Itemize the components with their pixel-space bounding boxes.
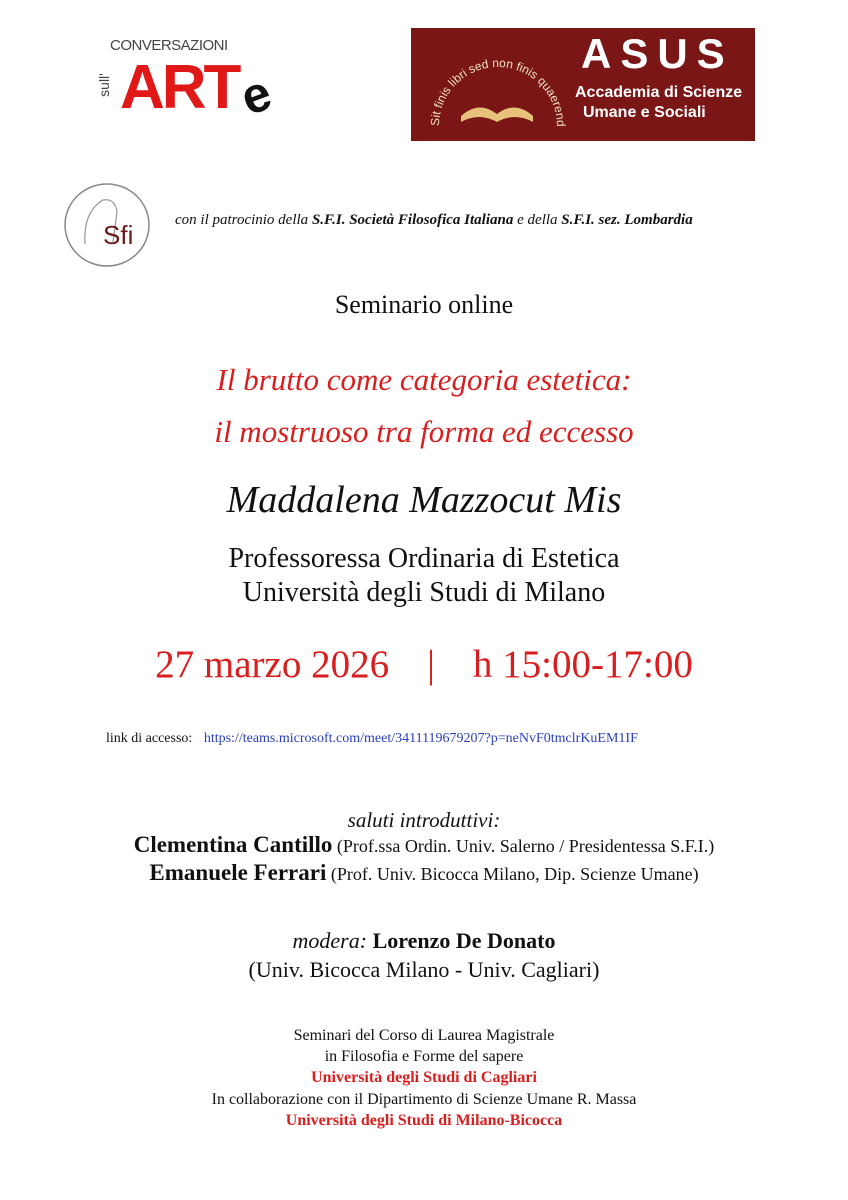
moderator — [0, 928, 848, 954]
link-label: link di accesso: — [106, 731, 193, 746]
logo-text: ART — [120, 53, 239, 122]
moderator-name: Lorenzo De Donato — [367, 928, 556, 953]
separator: | — [427, 643, 435, 686]
patronage-line — [175, 212, 693, 229]
logo-text: e — [233, 63, 279, 127]
logo-text: Sfi — [103, 220, 134, 250]
moderator-label: modera: — [292, 928, 368, 953]
event-type: Seminario online — [334, 290, 514, 319]
asus-title: ASUS — [581, 30, 734, 77]
greeting-person — [0, 860, 848, 886]
speaker-university: Università degli Studi di Milano — [242, 577, 606, 608]
svg-text:Sit finis libri sed non finis: Sit finis libri sed non finis quaerend — [427, 55, 569, 127]
logo-text: CONVERSAZIONI — [110, 37, 228, 54]
footer-line: in Filosofia e Forme del sapere — [324, 1048, 524, 1065]
asus-logo — [411, 28, 755, 141]
logo-text: sull' — [95, 73, 112, 97]
footer-line: Seminari del Corso di Laurea Magistrale — [293, 1027, 555, 1044]
access-link-row — [106, 731, 638, 747]
footer-university: Università degli Studi di Cagliari — [311, 1069, 537, 1086]
person-name: Clementina Cantillo — [133, 832, 333, 857]
event-time: h 15:00-17:00 — [472, 643, 693, 686]
person-affiliation: (Prof. Univ. Bicocca Milano, Dip. Scienze Umane) — [326, 864, 699, 884]
event-title-line2: il mostruoso tra forma ed eccesso — [214, 414, 634, 449]
conversazioni-sullarte-logo — [95, 37, 279, 128]
patronage-org: S.F.I. sez. Lombardia — [561, 212, 693, 228]
footer-line: In collaborazione con il Dipartimento di Scienze Umane R. Massa — [211, 1091, 637, 1108]
speaker-role: Professoressa Ordinaria di Estetica — [228, 543, 620, 574]
greetings-heading: saluti introduttivi: — [347, 808, 501, 832]
greeting-person — [0, 832, 848, 858]
event-date: 27 marzo 2026 — [155, 643, 390, 686]
teams-link[interactable]: https://teams.microsoft.com/meet/3411119679207?p=neNvF0tmclrKuEM1IF — [203, 731, 638, 746]
patronage-org: S.F.I. Società Filosofica Italiana — [311, 212, 514, 228]
patronage-text: e della — [513, 212, 562, 228]
person-name: Emanuele Ferrari — [149, 860, 327, 885]
asus-subtitle: Accademia di Scienze — [575, 84, 743, 101]
person-affiliation: (Prof.ssa Ordin. Univ. Salerno / Presidentessa S.F.I.) — [332, 836, 715, 856]
event-datetime — [0, 642, 848, 687]
event-title-line1: Il brutto come categoria estetica: — [216, 362, 632, 397]
moderator-affiliation: (Univ. Bicocca Milano - Univ. Cagliari) — [248, 957, 600, 982]
book-icon — [421, 34, 571, 134]
footer-university: Università degli Studi di Milano-Bicocca — [285, 1112, 563, 1129]
asus-subtitle: Umane e Sociali — [583, 104, 706, 121]
patronage-text: con il patrocinio della — [175, 212, 312, 228]
speaker-name: Maddalena Mazzocut Mis — [226, 479, 622, 521]
sfi-logo — [63, 182, 151, 268]
